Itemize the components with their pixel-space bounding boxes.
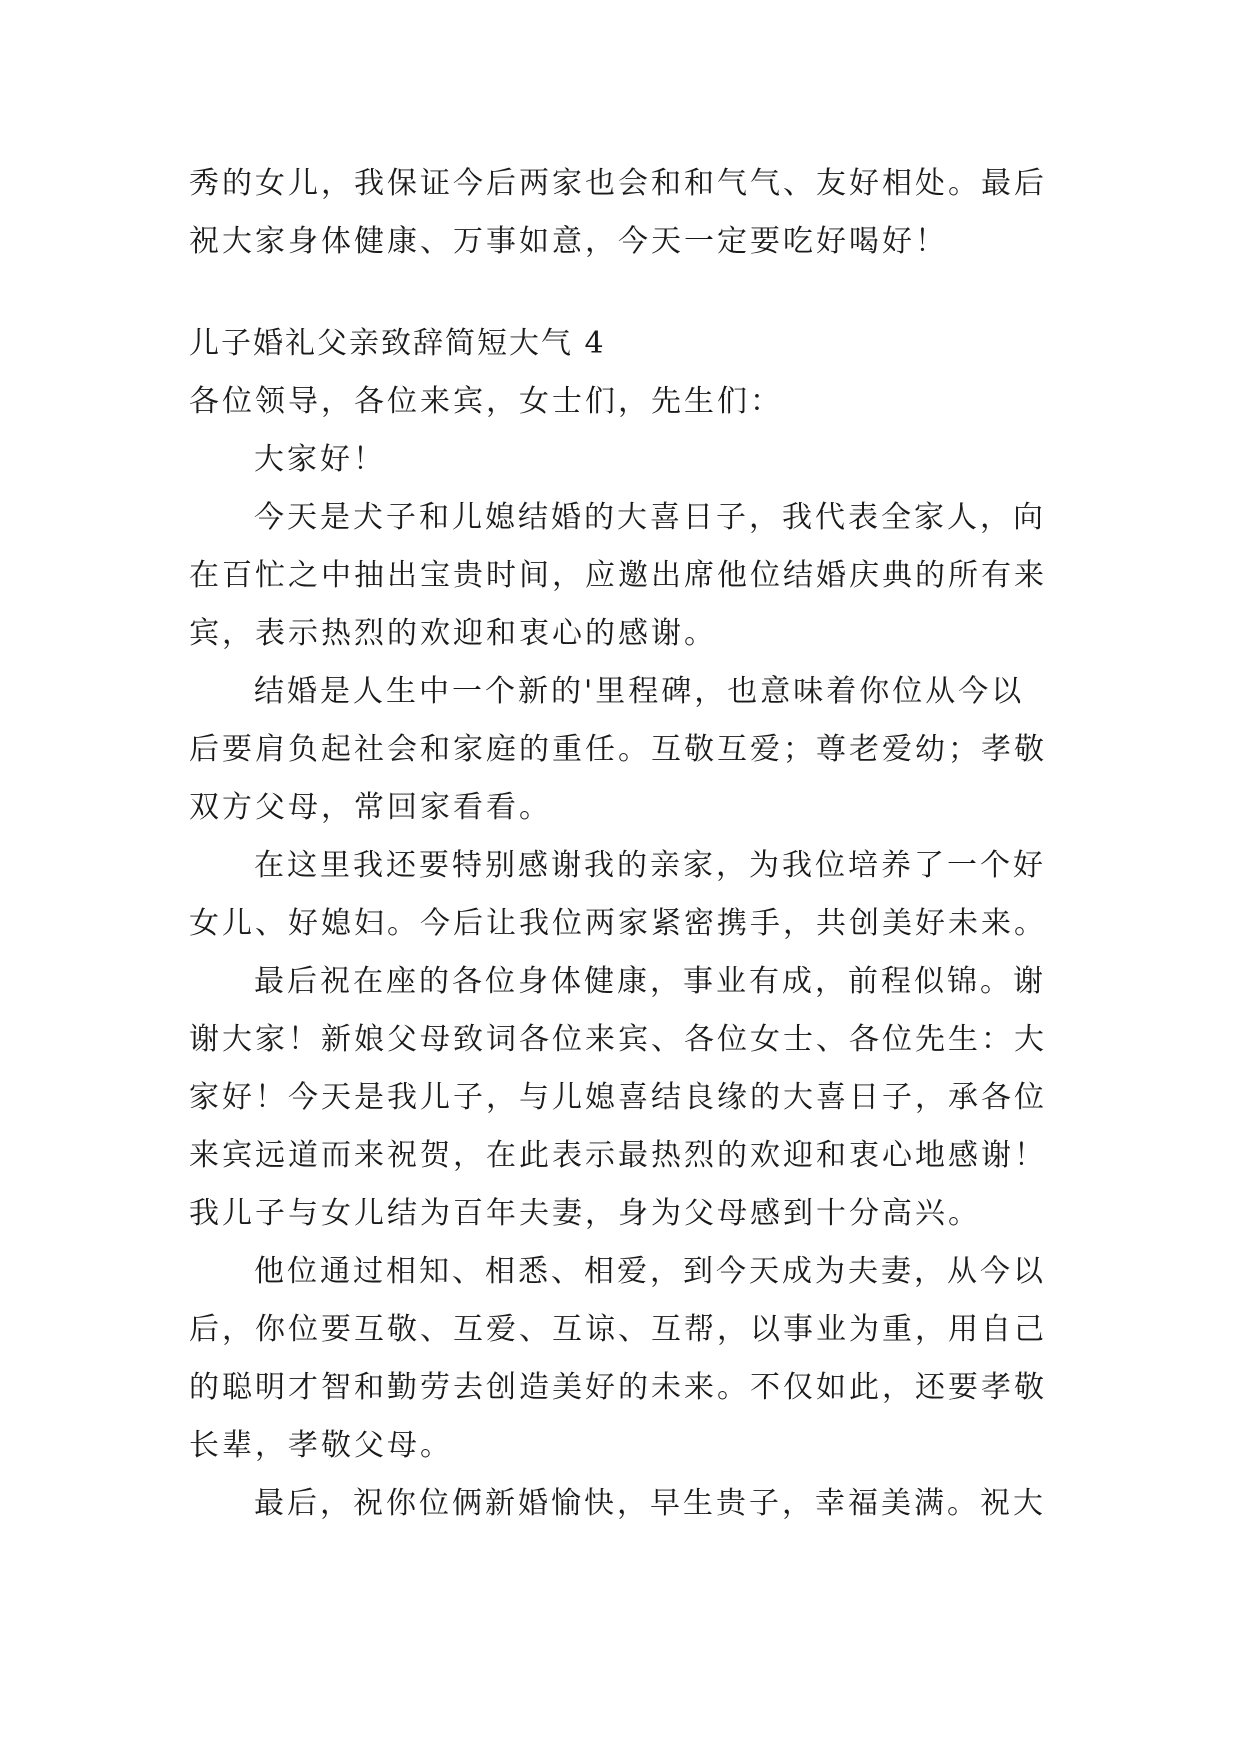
text-line: 后要肩负起社会和家庭的重任。互敬互爱；尊老爱幼；孝敬 [189,732,1047,767]
paragraph-4 [189,953,1059,1243]
text-line: 女儿、好媳妇。今后让我位两家紧密携手，共创美好未来。 [189,906,1047,941]
text-line: 后，你位要互敬、互爱、互谅、互帮，以事业为重，用自己 [189,1312,1047,1347]
text-line: 在这里我还要特别感谢我的亲家，为我位培养了一个好 [254,848,1046,883]
text-line: 谢大家！新娘父母致词各位来宾、各位女士、各位先生：大 [189,1022,1047,1057]
intro-text [189,155,1059,271]
text-line: 长辈，孝敬父母。 [189,1428,453,1463]
salutation: 各位领导，各位来宾，女士们，先生们： [189,384,783,419]
greeting: 大家好！ [254,442,386,477]
text-line: 秀的女儿，我保证今后两家也会和和气气、友好相处。最后 [189,166,1047,201]
text-line: 我儿子与女儿结为百年夫妻，身为父母感到十分高兴。 [189,1196,981,1231]
section-spacer [189,271,1059,315]
text-line: 最后，祝你位俩新婚愉快，早生贵子，幸福美满。祝大 [254,1486,1046,1521]
text-line: 的聪明才智和勤劳去创造美好的未来。不仅如此，还要孝敬 [189,1370,1047,1405]
paragraph-1 [189,489,1059,663]
document-page [189,155,1059,1533]
section-title: 儿子婚礼父亲致辞简短大气 4 [189,326,606,361]
text-line: 来宾远道而来祝贺，在此表示最热烈的欢迎和衷心地感谢！ [189,1138,1047,1173]
text-line: 家好！今天是我儿子，与儿媳喜结良缘的大喜日子，承各位 [189,1080,1047,1115]
text-line: 今天是犬子和儿媳结婚的大喜日子，我代表全家人，向 [254,500,1046,535]
text-line: 双方父母，常回家看看。 [189,790,552,825]
paragraph-3 [189,837,1059,953]
text-line: 在百忙之中抽出宝贵时间，应邀出席他位结婚庆典的所有来 [189,558,1047,593]
text-line: 结婚是人生中一个新的'里程碑，也意味着你位从今以 [254,674,1025,709]
paragraph-5 [189,1243,1059,1475]
paragraph-2 [189,663,1059,837]
text-line: 宾，表示热烈的欢迎和衷心的感谢。 [189,616,717,651]
text-line: 他位通过相知、相悉、相爱，到今天成为夫妻，从今以 [254,1254,1046,1289]
text-line: 祝大家身体健康、万事如意，今天一定要吃好喝好！ [189,224,948,259]
paragraph-6 [189,1475,1059,1533]
text-line: 最后祝在座的各位身体健康，事业有成，前程似锦。谢 [254,964,1046,999]
